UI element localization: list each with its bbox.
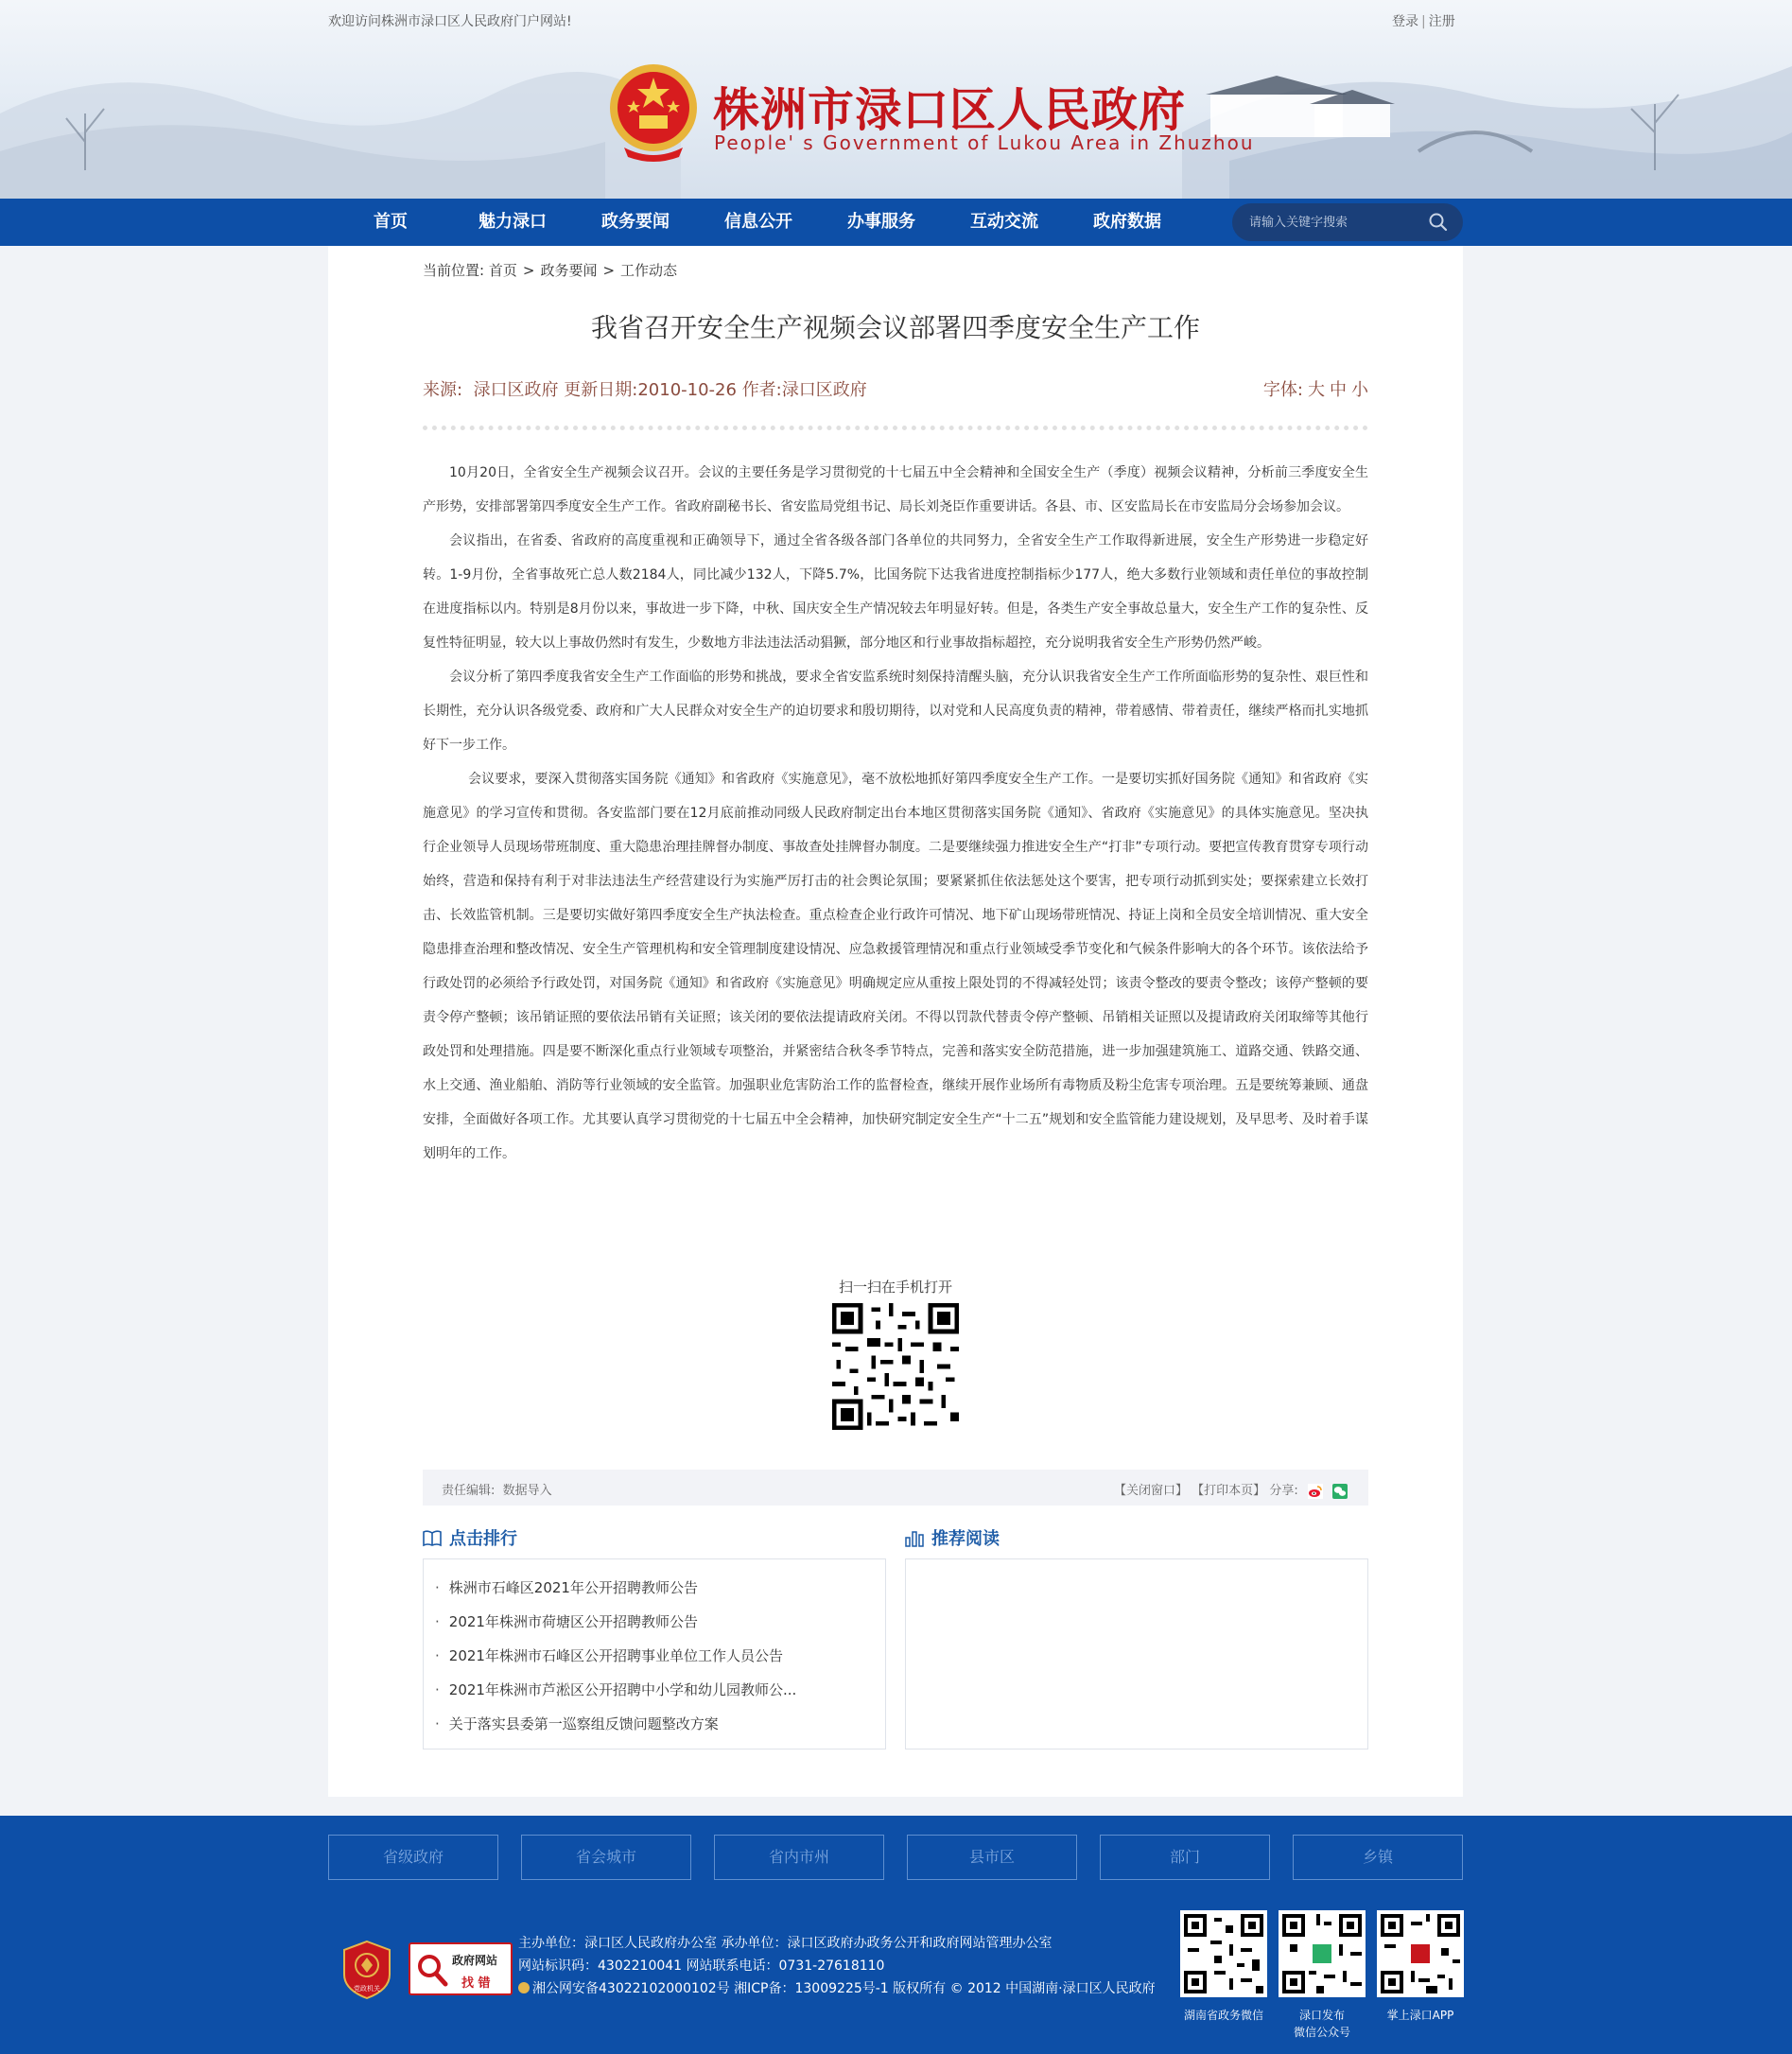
article-container [328,246,1463,1797]
nav-info-disclosure[interactable]: 信息公开 [724,212,792,232]
bullet: · [435,1681,440,1698]
book-icon [423,1530,442,1547]
sponsor-info: 主办单位：渌口区人民政府办公室 承办单位：渌口区政府办政务公开和政府网站管理办公室 [518,1936,1053,1951]
article-body [423,456,1368,1171]
search-box [1232,203,1463,241]
author-label: 作者: [741,380,782,400]
nav-services[interactable]: 办事服务 [847,212,915,232]
recommended-panel [905,1558,1368,1749]
font-size-small[interactable]: 小 [1351,380,1368,400]
bullet: · [435,1579,440,1596]
nav-interaction[interactable]: 互动交流 [970,212,1038,232]
font-size-label: 字体: [1262,380,1303,400]
bullet: · [435,1613,440,1630]
search-icon[interactable] [1428,212,1449,233]
qr-label-lukou-wechat: 渌口发布 微信公众号 [1293,2009,1350,2039]
qr-code-lukou-app [1377,1910,1464,1997]
icp-text: 湘公网安备43022102000102号 湘ICP备：13009225号-1 版权所有 © 2012 中国湖南·渌口区人民政府 [532,1981,1156,1996]
editor-label: 责任编辑: [442,1484,496,1498]
nav-gov-data[interactable]: 政府数据 [1093,212,1161,232]
bar-chart-icon [905,1530,924,1547]
date-value: 2010-10-26 [637,380,737,400]
recommended-label: 推荐阅读 [931,1529,1000,1549]
article-meta [423,376,867,401]
main-nav [0,199,1792,246]
list-item-title: 2021年株洲市荷塘区公开招聘教师公告 [448,1613,698,1630]
link-counties[interactable]: 县市区 [907,1835,1077,1880]
police-badge-icon [518,1982,530,1993]
report-line2: 找 错 [461,1976,491,1991]
list-item[interactable] [435,1571,885,1605]
bullet: · [435,1647,440,1664]
date-label: 更新日期: [564,380,638,400]
wechat-share-icon[interactable] [1332,1484,1348,1499]
icp-info [518,1978,1156,1997]
font-size-medium[interactable]: 中 [1330,380,1347,400]
dotted-divider [423,426,1368,430]
list-item-title: 2021年株洲市石峰区公开招聘事业单位工作人员公告 [448,1647,783,1664]
list-item[interactable] [435,1707,885,1741]
magnifier-icon [416,1952,448,1988]
editor-bar [423,1470,1368,1506]
breadcrumb-label: 当前位置: [423,262,485,279]
qr-label-lukou-app: 掌上渌口APP [1386,2009,1454,2022]
site-footer [0,1816,1792,2054]
site-title: 株洲市渌口区人民政府 [713,83,1187,137]
article-title: 我省召开安全生产视频会议部署四季度安全生产工作 [590,312,1200,343]
print-page-link[interactable]: 【打印本页】 [1192,1484,1266,1498]
close-window-link[interactable]: 【关闭窗口】 [1114,1484,1189,1498]
article-paragraph: 会议分析了第四季度我省安全生产工作面临的形势和挑战，要求全省安监系统时刻保持清醒头脑，充分认识我省安全生产工作所面临形势的复杂性、艰巨性和长期性，充分认识各级党委、政府和广大人民群众对安全生产的迫切要求和殷切期待，以对党和人民高度负责的精神，带着感情、带着责任，继续严格而扎实地抓好下一步工作。 [423,670,1368,753]
share-label: 分享: [1269,1484,1298,1498]
breadcrumb-separator: > [522,262,535,279]
article-qr-code [832,1303,959,1430]
list-item-title: 株洲市石峰区2021年公开招聘教师公告 [448,1579,698,1596]
badge-text: 党政机关 [354,1985,380,1993]
article-paragraph: 会议要求，要深入贯彻落实国务院《通知》和省政府《实施意见》，毫不放松地抓好第四季度安全生产工作。一是要切实抓好国务院《通知》和省政府《实施意见》的学习宣传和贯彻。各安监部门要在12月底前推动同级人民政府制定出台本地区贯彻落实国务院《通知》、省政府《实施意见》的具体实施意见。坚决执行企业领导人员现场带班制度、重大隐患治理挂牌督办制度、事故查处挂牌督办制度。二是要继续强力推进安全生产“打非”专项行动。要把宣传教育贯穿专项行动始终，营造和保持有利于对非法违法生产经营建设行为实施严厉打击的社会舆论氛围；要紧紧抓住依法惩处这个要害，把专项行动抓到实处；要探索建立长效打击、长效监管机制。三是要切实做好第四季度安全生产执法检查。重点检查企业行政许可情况、地下矿山现场带班情况、持证上岗和全员安全培训情况、重大安全隐患排查治理和整改情况、安全生产管理机构和安全管理制度建设情况、应急救援管理情况和重点行业领域受季节变化和气候条件影响大的各个环节。该依法给予行政处罚的必须给予行政处罚，对国务院《通知》和省政府《实施意见》明确规定应从重按上限处罚的不得减轻处罚；该责令整改的要责令整改；该停产整顿的要责令停产整顿；该吊销证照的要依法吊销有关证照；该关闭的要依法提请政府关闭。不得以罚款代替责令停产整顿、吊销相关证照以及提请政府关闭取缔等其他行政处罚和处理措施。四是要不断深化重点行业领域专项整治，并紧密结合秋冬季节特点，完善和落实安全防范措施，进一步加强建筑施工、道路交通、铁路交通、水上交通、渔业船舶、消防等行业领域的安全监管。加强职业危害防治工作的监督检查，继续开展作业场所有毒物质及粉尘危害专项治理。五是要统筹兼顾、通盘安排，全面做好各项工作。尤其要认真学习贯彻党的十七届五中全会精神，加快研究制定安全生产“十二五”规划和安全监管能力建设规划，及早思考、及时着手谋划明年的工作。 [423,772,1368,1161]
author-value: 渌口区政府 [781,380,867,400]
nav-charm-lukou[interactable]: 魅力渌口 [478,212,547,232]
link-capital-cities[interactable]: 省会城市 [521,1835,691,1880]
list-item-title: 关于落实县委第一巡察组反馈问题整改方案 [448,1715,719,1732]
source-value: 渌口区政府 [473,380,559,400]
site-id-info: 网站标识码：4302210041 网站联系电话：0731-27618110 [518,1958,885,1974]
party-gov-badge-icon[interactable] [342,1941,391,1999]
breadcrumb-work-updates[interactable]: 工作动态 [620,262,678,279]
article-paragraph: 会议指出，在省委、省政府的高度重视和正确领导下，通过全省各级各部门各单位的共同努力，全省安全生产工作取得新进展，安全生产形势进一步稳定好转。1-9月份，全省事故死亡总人数2184人，同比减少132人，下降5.7%，比国务院下达我省进度控制指标少177人，绝大多数行业领域和责任单位的事故控制在进度指标以内。特别是8月份以来，事故进一步下降，中秋、国庆安全生产情况较去年明显好转。但是，各类生产安全事故总量大，安全生产工作的复杂性、反复性特征明显，较大以上事故仍然时有发生，少数地方非法违法活动猖獗，部分地区和行业事故指标超控，充分说明我省安全生产形势仍然严峻。 [423,533,1368,651]
search-input[interactable] [1249,213,1419,232]
register-link[interactable]: 注册 [1428,14,1455,29]
breadcrumb-gov-news[interactable]: 政务要闻 [540,262,598,279]
qr-label: 扫一扫在手机打开 [839,1279,953,1296]
login-link[interactable]: 登录 [1392,14,1418,29]
site-subtitle: People' s Government of Lukou Area in Zhuzhou [714,131,1255,154]
link-towns[interactable]: 乡镇 [1293,1835,1463,1880]
national-emblem-icon [605,61,702,165]
welcome-text: 欢迎访问株洲市渌口区人民政府门户网站! [328,14,572,29]
breadcrumb-separator: > [602,262,616,279]
page-actions [1114,1480,1348,1499]
weibo-share-icon[interactable] [1308,1484,1323,1499]
gov-site-report-button[interactable] [409,1942,513,1995]
font-size-switcher [1263,376,1368,401]
list-item-title: 2021年株洲市芦淞区公开招聘中小学和幼儿园教师公... [448,1681,797,1698]
list-item[interactable] [435,1639,885,1673]
list-item[interactable] [435,1673,885,1707]
link-provincial-gov[interactable]: 省级政府 [328,1835,498,1880]
qr-code-hunan-wechat [1180,1910,1267,1997]
qr-label-hunan-wechat: 湖南省政务微信 [1183,2009,1263,2022]
list-item[interactable] [435,1605,885,1639]
article-paragraph: 10月20日，全省安全生产视频会议召开。会议的主要任务是学习贯彻党的十七届五中全会精神和全国安全生产（季度）视频会议精神，分析前三季度安全生产形势，安排部署第四季度安全生产工作。省政府副秘书长、省安监局党组书记、局长刘尧臣作重要讲话。各县、市、区安监局长在市安监局分会场参加会议。 [423,465,1368,514]
click-ranking-title [423,1525,517,1550]
site-header [0,0,1792,199]
editor-info [442,1480,552,1498]
nav-government-news[interactable]: 政务要闻 [601,212,670,232]
account-links [1392,11,1455,30]
breadcrumb-home[interactable]: 首页 [488,262,517,279]
recommended-title [905,1525,1000,1550]
editor-value: 数据导入 [502,1484,552,1498]
link-departments[interactable]: 部门 [1100,1835,1270,1880]
click-ranking-list [424,1559,885,1741]
font-size-large[interactable]: 大 [1308,380,1325,400]
click-ranking-panel [423,1558,886,1749]
breadcrumb [423,260,677,280]
source-label: 来源: [423,380,463,400]
bullet: · [435,1715,440,1732]
link-provincial-cities[interactable]: 省内市州 [714,1835,884,1880]
click-ranking-label: 点击排行 [449,1529,517,1549]
nav-home[interactable]: 首页 [374,212,408,232]
report-line1: 政府网站 [452,1954,498,1967]
link-divider: | [1421,14,1426,29]
qr-code-lukou-wechat [1279,1910,1366,1997]
